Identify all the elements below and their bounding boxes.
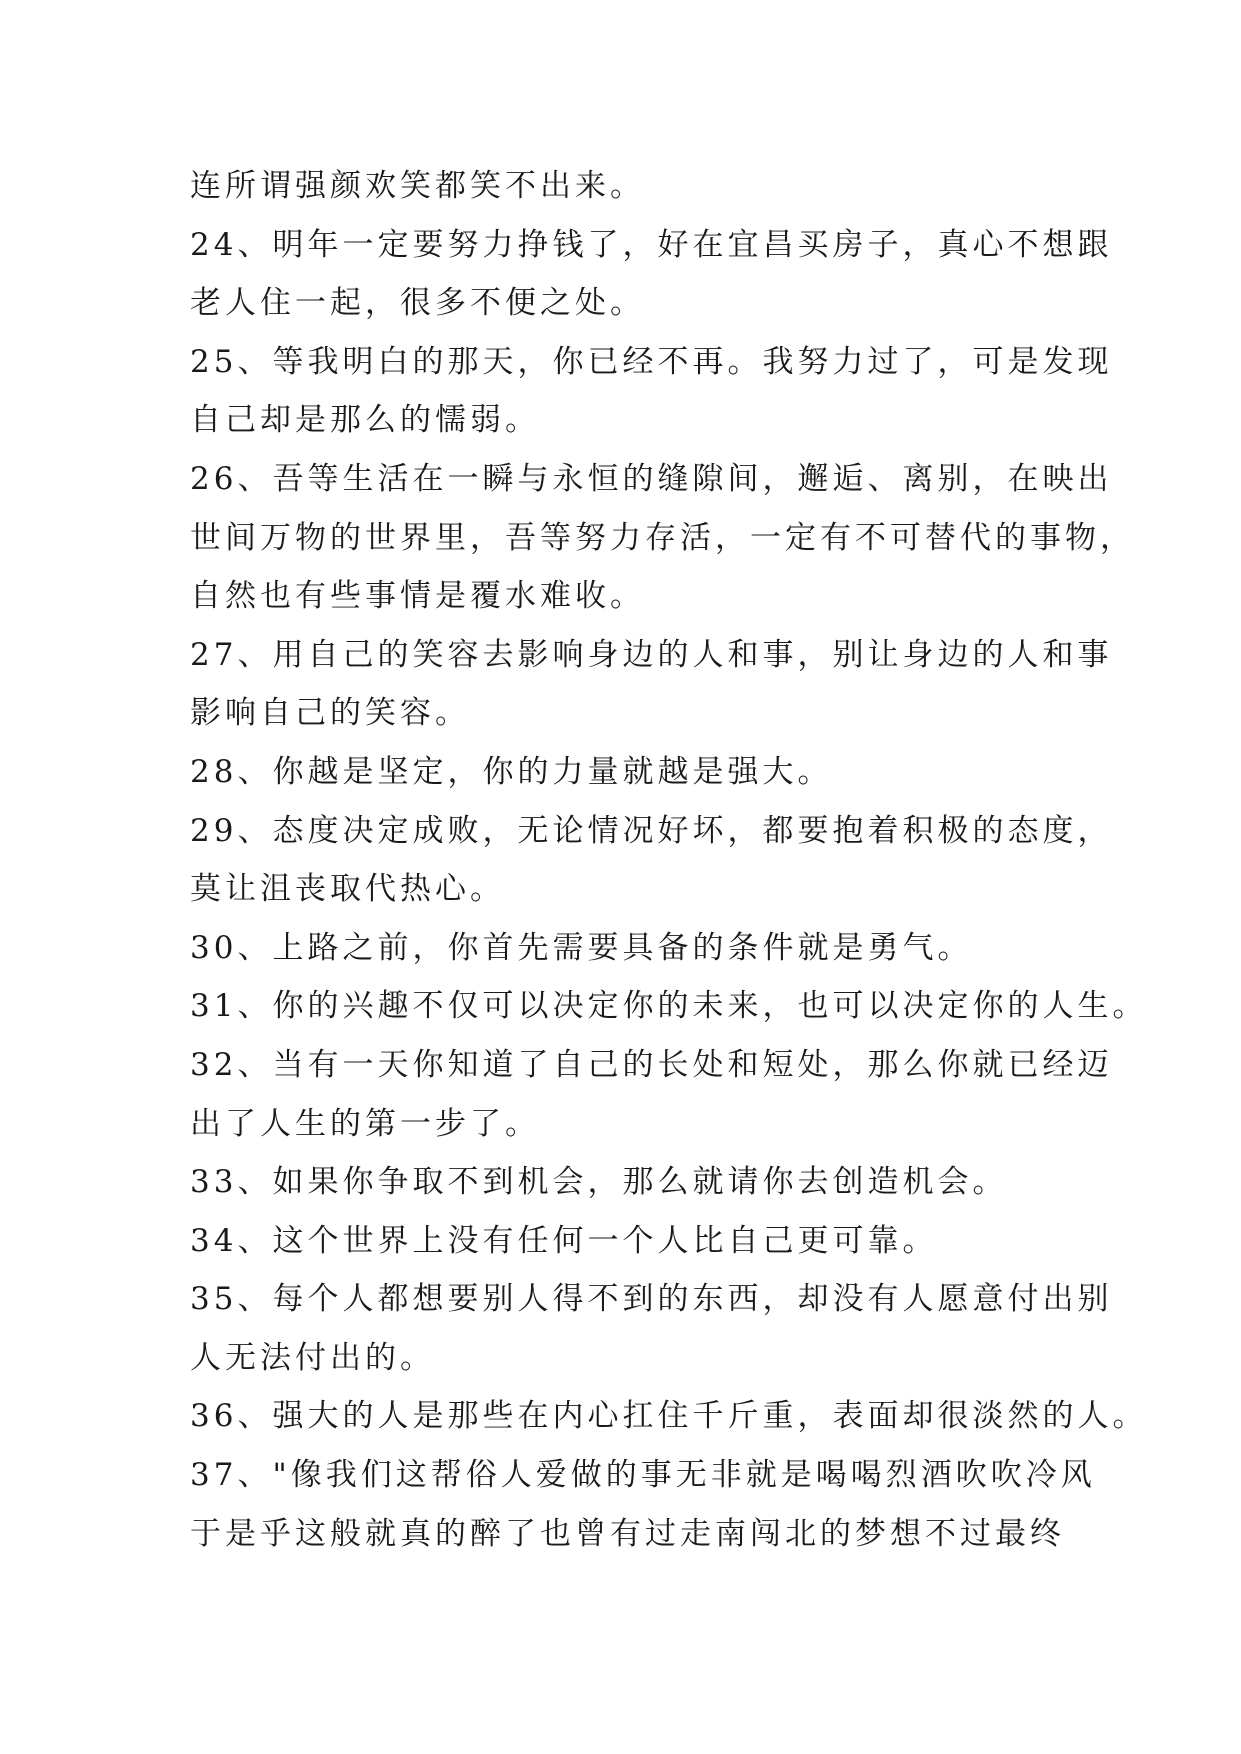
- text-line: 自己却是那么的懦弱。: [190, 402, 540, 439]
- text-line: 自然也有些事情是覆水难收。: [190, 578, 645, 615]
- text-line: 人无法付出的。: [190, 1339, 435, 1376]
- text-line: 37、"像我们这帮俗人爱做的事无非就是喝喝烈酒吹吹冷风: [190, 1457, 1096, 1494]
- text-line: 连所谓强颜欢笑都笑不出来。: [190, 168, 645, 204]
- text-line: 于是乎这般就真的醉了也曾有过走南闯北的梦想不过最终: [190, 1515, 1065, 1552]
- text-line: 36、强大的人是那些在内心扛住千斤重，表面却很淡然的人。: [190, 1398, 1148, 1435]
- text-line: 老人住一起，很多不便之处。: [190, 285, 645, 322]
- document-body: [190, 157, 1148, 1563]
- text-line: 28、你越是坚定，你的力量就越是强大。: [190, 753, 833, 790]
- text-line: 25、等我明白的那天，你已经不再。我努力过了，可是发现: [190, 343, 1113, 380]
- text-line: 29、态度决定成败，无论情况好坏，都要抱着积极的态度，: [190, 812, 1113, 849]
- text-line: 出了人生的第一步了。: [190, 1105, 540, 1142]
- text-line: 32、当有一天你知道了自己的长处和短处，那么你就已经迈: [190, 1046, 1113, 1083]
- text-line: 31、你的兴趣不仅可以决定你的未来，也可以决定你的人生。: [190, 988, 1148, 1025]
- text-line: 莫让沮丧取代热心。: [190, 871, 505, 908]
- text-line: 世间万物的世界里，吾等努力存活，一定有不可替代的事物，: [190, 519, 1135, 556]
- text-line: 33、如果你争取不到机会，那么就请你去创造机会。: [190, 1164, 1008, 1201]
- text-line: 24、明年一定要努力挣钱了，好在宜昌买房子，真心不想跟: [190, 226, 1113, 263]
- text-line: 影响自己的笑容。: [190, 695, 470, 732]
- text-line: 27、用自己的笑容去影响身边的人和事，别让身边的人和事: [190, 636, 1113, 673]
- text-line: 34、这个世界上没有任何一个人比自己更可靠。: [190, 1222, 938, 1259]
- text-line: 35、每个人都想要别人得不到的东西，却没有人愿意付出别: [190, 1281, 1113, 1318]
- text-line: 30、上路之前，你首先需要具备的条件就是勇气。: [190, 929, 973, 966]
- text-line: 26、吾等生活在一瞬与永恒的缝隙间，邂逅、离别，在映出: [190, 460, 1113, 497]
